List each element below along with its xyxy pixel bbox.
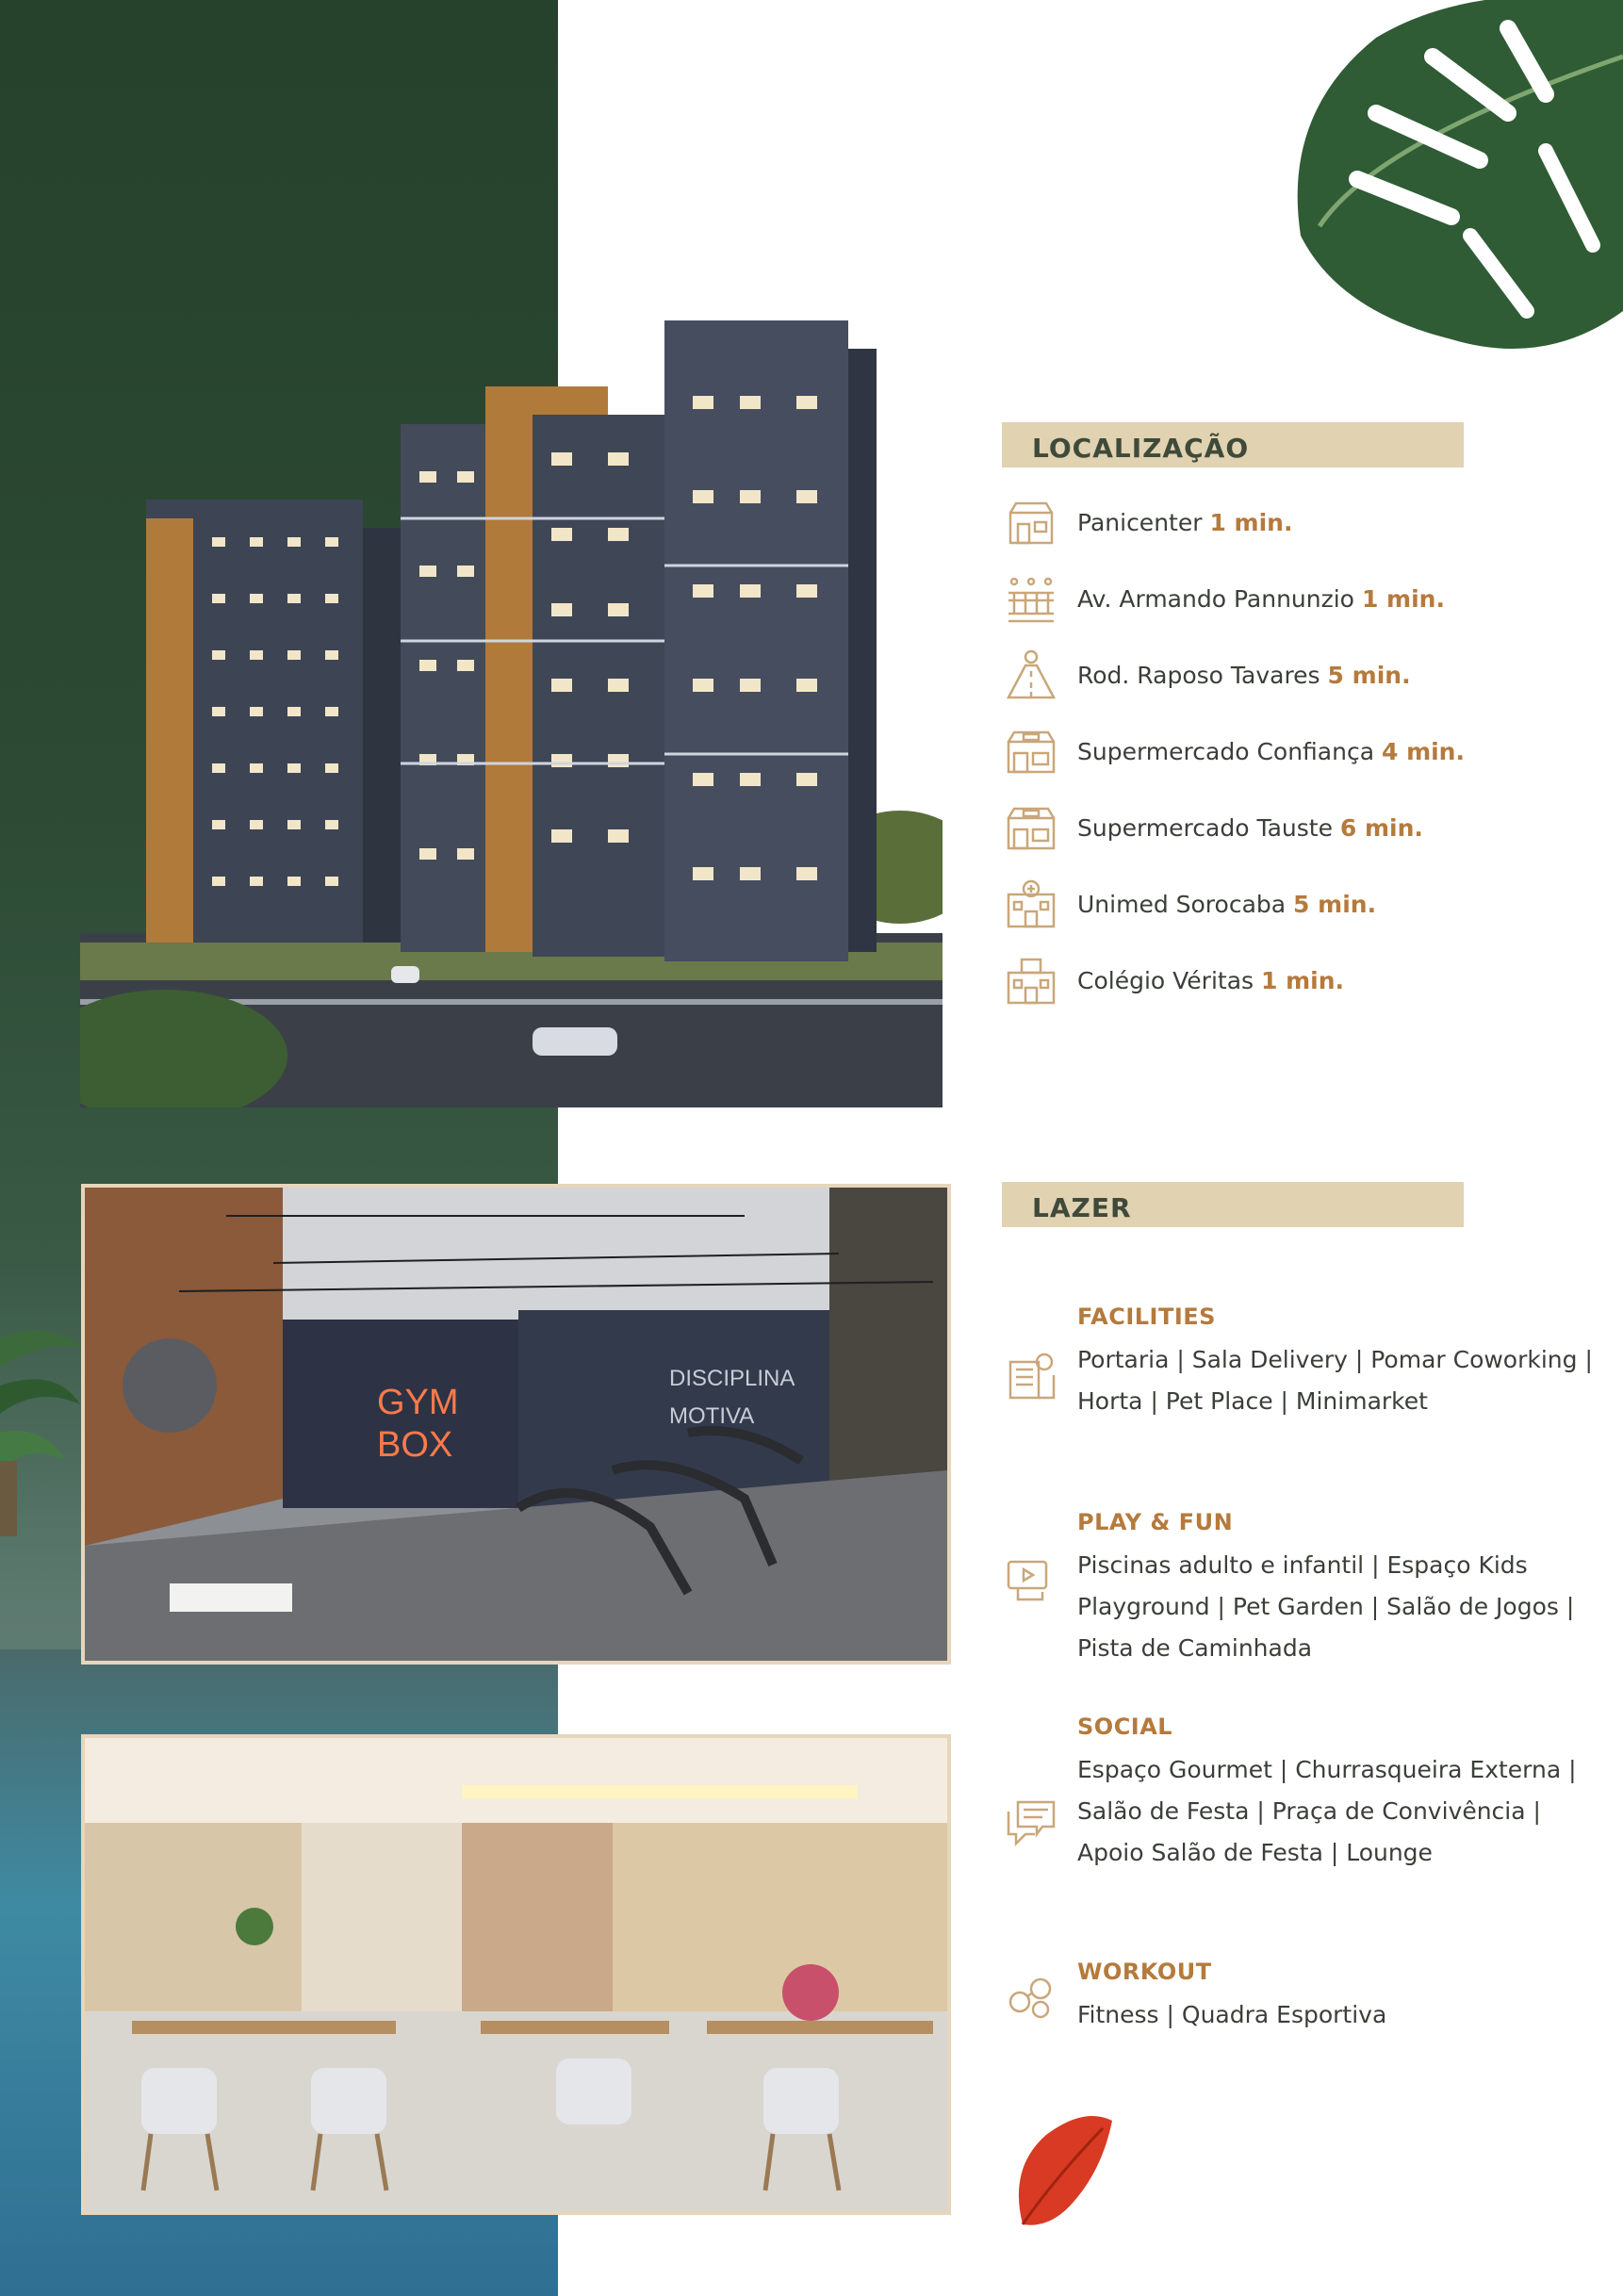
building-render [80, 283, 943, 1107]
leisure-group-title: SOCIAL [1077, 1714, 1173, 1740]
location-item [1002, 492, 1605, 568]
section-header-location [1002, 422, 1464, 467]
monstera-leaf-decoration [1263, 0, 1623, 358]
location-list [1002, 492, 1605, 1026]
party-room-render [81, 1734, 951, 2215]
leisure-group-title: FACILITIES [1077, 1304, 1216, 1330]
road-icon [1005, 648, 1057, 701]
location-item [1002, 874, 1605, 950]
location-text: Colégio Véritas 1 min. [1077, 967, 1345, 994]
palm-tree-decoration [0, 1310, 85, 1536]
market-icon [1005, 725, 1057, 778]
location-text: Unimed Sorocaba 5 min. [1077, 891, 1377, 918]
location-text: Panicenter 1 min. [1077, 509, 1293, 536]
gym-wall-text-2: MOTIVA [669, 1403, 755, 1429]
dumbbell-icon [1005, 1968, 1057, 2021]
gym-neon-sign-line2: BOX [377, 1425, 453, 1465]
leisure-group-text: Espaço Gourmet | Churrasqueira Externa | Salão de Festa | Praça de Convivência | Apoio Salão de Festa | Lounge [1077, 1756, 1577, 1866]
avenue-icon [1005, 572, 1057, 625]
location-text: Supermercado Confiança 4 min. [1077, 738, 1465, 765]
location-text: Rod. Raposo Tavares 5 min. [1077, 662, 1411, 689]
section-header-leisure [1002, 1182, 1464, 1227]
location-item [1002, 721, 1605, 797]
red-leaf-decoration [1008, 2111, 1112, 2234]
play-icon [1005, 1552, 1057, 1605]
location-text: Supermercado Tauste 6 min. [1077, 814, 1423, 842]
location-item [1002, 645, 1605, 721]
bakery-icon [1005, 496, 1057, 549]
building-icon [1005, 1349, 1057, 1402]
location-text: Av. Armando Pannunzio 1 min. [1077, 585, 1445, 613]
leisure-title: LAZER [1032, 1192, 1132, 1223]
gym-render [81, 1184, 951, 1665]
leisure-group-text: Fitness | Quadra Esportiva [1077, 2001, 1387, 2028]
hospital-icon [1005, 877, 1057, 930]
location-item [1002, 568, 1605, 645]
leisure-group-title: WORKOUT [1077, 1959, 1212, 1985]
market-icon [1005, 801, 1057, 854]
gym-neon-sign: GYM [377, 1383, 459, 1422]
location-title: LOCALIZAÇÃO [1032, 433, 1250, 464]
school-icon [1005, 954, 1057, 1007]
leisure-group-title: PLAY & FUN [1077, 1509, 1234, 1535]
location-item [1002, 797, 1605, 874]
leisure-group-text: Piscinas adulto e infantil | Espaço Kids Playground | Pet Garden | Salão de Jogos | Pista de Caminhada [1077, 1551, 1575, 1662]
location-item [1002, 950, 1605, 1026]
gym-wall-text: DISCIPLINA [669, 1366, 795, 1391]
chat-icon [1005, 1796, 1057, 1849]
leisure-group-text: Portaria | Sala Delivery | Pomar Coworking | Horta | Pet Place | Minimarket [1077, 1346, 1593, 1415]
